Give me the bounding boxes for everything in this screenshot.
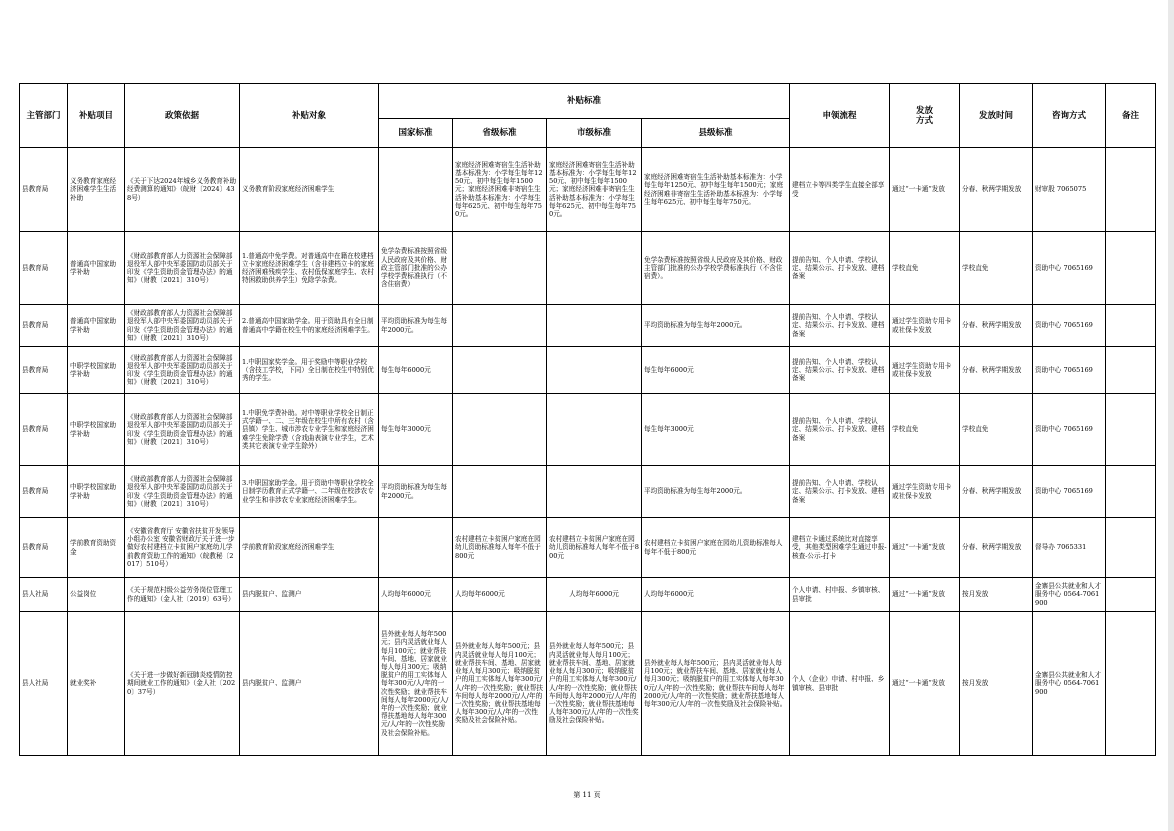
table-row: [20, 578, 1156, 612]
cell-provincial: [453, 466, 547, 518]
cell-county: 平均资助标准为每生每年2000元。: [642, 466, 790, 518]
cell-provincial: [453, 232, 547, 305]
cell-basis: 《财政部教育部人力资源社会保障部退役军人部中央军委国防动员部关于印发《学生资助资金管理办法》的通知》（财教〔2021〕310号）: [125, 232, 240, 305]
header-contact: 咨询方式: [1033, 84, 1106, 148]
cell-time: 分春、秋两学期发放: [960, 518, 1033, 578]
cell-time: 按月发放: [960, 612, 1033, 756]
header-target: 补贴对象: [240, 84, 379, 148]
cell-method: 学校直免: [890, 232, 960, 305]
header-method: 发放 方式: [890, 84, 960, 148]
cell-process: 提前告知、个人申请、学校认定、结果公示、打卡发放、建档备案: [790, 466, 890, 518]
header-remark: 备注: [1106, 84, 1156, 148]
cell-municipal: 人均每年6000元: [547, 578, 642, 612]
cell-time: 学校直免: [960, 232, 1033, 305]
cell-remark: [1106, 148, 1156, 232]
cell-project: 中职学校国家助学补助: [68, 347, 125, 394]
cell-method: 通过学生资助专用卡或社保卡发放: [890, 466, 960, 518]
cell-remark: [1106, 232, 1156, 305]
cell-target: 1.中职免学费补助。对中等职业学校全日制正式学籍一、二、三年级在校生中所有农村（含县镇）学生、城市涉农专业学生和家庭经济困难学生免除学费（含戏曲表演专业学生，艺术类其它表演专业学生除外）: [240, 394, 379, 466]
cell-national: 每生每年3000元: [379, 394, 453, 466]
cell-method: 通过“一卡通”发放: [890, 148, 960, 232]
cell-target: 1.普通高中免学费。对普通高中在籍在校建档立卡家庭经济困难学生（含非建档立卡的家庭经济困难残疾学生、农村低保家庭学生、农村特困救助供养学生）免除学杂费。: [240, 232, 379, 305]
cell-target: 县内脱贫户、监测户: [240, 612, 379, 756]
cell-dept: 县教育局: [20, 232, 68, 305]
cell-county: 免学杂费标准按照省级人民政府及其价格、财政主管部门批准的公办学校学费标准执行（不含住宿费）。: [642, 232, 790, 305]
cell-dept: 县教育局: [20, 466, 68, 518]
cell-provincial: [453, 347, 547, 394]
cell-remark: [1106, 305, 1156, 347]
cell-time: 分春、秋两学期发放: [960, 466, 1033, 518]
table-row: [20, 612, 1156, 756]
cell-contact: 资助中心 7065169: [1033, 466, 1106, 518]
cell-remark: [1106, 394, 1156, 466]
table-row: [20, 394, 1156, 466]
header-time: 发放时间: [960, 84, 1033, 148]
cell-municipal: 县外就业每人每年500元；县内灵活就业每人每月100元；就业帮扶车间、基地、居家就业每人每月300元；吸纳脱贫户的用工实体每人每年300元/人/年的一次性奖励；就业帮扶车间每人每年2000元/人/年的一次性奖励；就业帮扶基地每人每年300元/人/年的一次性奖励及社会保险补贴。: [547, 612, 642, 756]
cell-method: 通过学生资助专用卡或社保卡发放: [890, 305, 960, 347]
cell-municipal: [547, 305, 642, 347]
cell-project: 中职学校国家助学补助: [68, 466, 125, 518]
header-dept: 主管部门: [20, 84, 68, 148]
cell-time: 分春、秋两学期发放: [960, 148, 1033, 232]
cell-target: 县内脱贫户、监测户: [240, 578, 379, 612]
page-number: 第 11 页: [573, 791, 601, 799]
cell-time: 分春、秋两学期发放: [960, 347, 1033, 394]
cell-remark: [1106, 612, 1156, 756]
cell-county: 家庭经济困难寄宿生生活补助基本标准为：小学每生每年1250元、初中每生每年1500元；家庭经济困难非寄宿生生活补助基本标准为：小学每生每年625元、初中每生每年750元。: [642, 148, 790, 232]
header-basis: 政策依据: [125, 84, 240, 148]
cell-time: 学校直免: [960, 394, 1033, 466]
cell-county: 每生每年6000元: [642, 347, 790, 394]
cell-contact: 资助中心 7065169: [1033, 394, 1106, 466]
cell-process: 提前告知、个人申请、学校认定、结果公示、打卡发放、建档备案: [790, 232, 890, 305]
cell-provincial: [453, 394, 547, 466]
cell-process: 提前告知、个人申请、学校认定、结果公示、打卡发放、建档备案: [790, 305, 890, 347]
cell-provincial: 县外就业每人每年500元；县内灵活就业每人每月100元；就业帮扶车间、基地、居家就业每人每月300元；吸纳脱贫户的用工实体每人每年300元/人/年的一次性奖励；就业帮扶车间每人每年2000元/人/年的一次性奖励；就业帮扶基地每人每年300元/人/年的一次性奖励及社会保险补贴。: [453, 612, 547, 756]
header-standard: 补贴标准: [379, 84, 790, 119]
table-row: [20, 347, 1156, 394]
cell-county: 每生每年3000元: [642, 394, 790, 466]
cell-project: 学前教育资助资金: [68, 518, 125, 578]
cell-method: 通过学生资助专用卡或社保卡发放: [890, 347, 960, 394]
cell-contact: 金寨县公共就业和人才服务中心 0564-7061900: [1033, 578, 1106, 612]
cell-national: 免学杂费标准按照省级人民政府及其价格、财政主管部门批准的公办学校学费标准执行（不含住宿费）: [379, 232, 453, 305]
cell-remark: [1106, 466, 1156, 518]
cell-county: 农村建档立卡贫困户家庭在园幼儿资助标准每人每年不低于800元: [642, 518, 790, 578]
header-national: 国家标准: [379, 119, 453, 148]
cell-project: 普通高中国家助学补助: [68, 232, 125, 305]
table-row: [20, 148, 1156, 232]
cell-project: 就业奖补: [68, 612, 125, 756]
cell-county: 平均资助标准为每生每年2000元。: [642, 305, 790, 347]
cell-target: 2.普通高中国家助学金。用于资助具有全日制普通高中学籍在校生中的家庭经济困难学生。: [240, 305, 379, 347]
cell-national: [379, 518, 453, 578]
cell-time: 分春、秋两学期发放: [960, 305, 1033, 347]
cell-county: 县外就业每人每年500元；县内灵活就业每人每月100元；就业帮扶车间、基地、居家就业每人每月300元；吸纳脱贫户的用工实体每人每年300元/人/年的一次性奖励；就业帮扶车间每人每年2000元/人/年的一次性奖励；就业帮扶基地每人每年300元/人/年的一次性奖励及社会保险补贴。: [642, 612, 790, 756]
cell-target: 义务教育阶段家庭经济困难学生: [240, 148, 379, 232]
cell-method: 学校直免: [890, 394, 960, 466]
cell-process: 建档立卡通过系统比对直接享受，其他类型困难学生通过申报-核查-公示-打卡: [790, 518, 890, 578]
cell-contact: 督导办 7065331: [1033, 518, 1106, 578]
cell-process: 提前告知、个人申请、学校认定、结果公示、打卡发放、建档备案: [790, 394, 890, 466]
cell-national: 县外就业每人每年500元；县内灵活就业每人每月100元；就业帮扶车间、基地、居家就业每人每月300元；吸纳脱贫户的用工实体每人每年300元/人/年的一次性奖励；就业帮扶车间每人每年2000元/人/年的一次性奖励；就业帮扶基地每人每年300元/人/年的一次性奖励及社会保险补贴。: [379, 612, 453, 756]
cell-municipal: [547, 466, 642, 518]
cell-basis: 《关于规范村级公益劳务岗位管理工作的通知》（金人社〔2019〕63号）: [125, 578, 240, 612]
cell-process: 个人（企业）申请、村申报、乡镇审核、县审批: [790, 612, 890, 756]
cell-dept: 县教育局: [20, 394, 68, 466]
cell-project: 义务教育家庭经济困难学生生活补助: [68, 148, 125, 232]
table-row: [20, 305, 1156, 347]
table-row: [20, 466, 1156, 518]
header-provincial: 省级标准: [453, 119, 547, 148]
cell-basis: 《财政部教育部人力资源社会保障部退役军人部中央军委国防动员部关于印发《学生资助资金管理办法》的通知》（财教〔2021〕310号）: [125, 466, 240, 518]
header-county: 县级标准: [642, 119, 790, 148]
header-municipal: 市级标准: [547, 119, 642, 148]
cell-process: 提前告知、个人申请、学校认定、结果公示、打卡发放、建档备案: [790, 347, 890, 394]
cell-national: 平均资助标准为每生每年2000元。: [379, 305, 453, 347]
cell-target: 3.中职国家助学金。用于资助中等职业学校全日制学历教育正式学籍一、二年级在校涉农专业学生和非涉农专业家庭经济困难学生。: [240, 466, 379, 518]
cell-municipal: [547, 347, 642, 394]
cell-method: 通过“一卡通”发放: [890, 578, 960, 612]
cell-dept: 县人社局: [20, 612, 68, 756]
cell-dept: 县教育局: [20, 518, 68, 578]
cell-project: 公益岗位: [68, 578, 125, 612]
cell-contact: 金寨县公共就业和人才服务中心 0564-7061900: [1033, 612, 1106, 756]
cell-basis: 《财政部教育部人力资源社会保障部退役军人部中央军委国防动员部关于印发《学生资助资金管理办法》的通知》（财教〔2021〕310号）: [125, 305, 240, 347]
cell-contact: 资助中心 7065169: [1033, 347, 1106, 394]
cell-county: 人均每年6000元: [642, 578, 790, 612]
cell-national: 每生每年6000元: [379, 347, 453, 394]
cell-national: 平均资助标准为每生每年2000元。: [379, 466, 453, 518]
cell-process: 建档立卡等四类学生直接全部享受: [790, 148, 890, 232]
cell-target: 1.中职国家奖学金。用于奖励中等职业学校（含技工学校，下同）全日制在校生中特别优秀的学生。: [240, 347, 379, 394]
cell-dept: 县教育局: [20, 305, 68, 347]
header-project: 补贴项目: [68, 84, 125, 148]
cell-target: 学前教育阶段家庭经济困难学生: [240, 518, 379, 578]
cell-contact: 财审股 7065075: [1033, 148, 1106, 232]
cell-provincial: 农村建档立卡贫困户家庭在园幼儿资助标准每人每年不低于800元: [453, 518, 547, 578]
cell-project: 中职学校国家助学补助: [68, 394, 125, 466]
cell-remark: [1106, 347, 1156, 394]
cell-remark: [1106, 578, 1156, 612]
cell-basis: 《安徽省教育厅 安徽省扶贫开发领导小组办公室 安徽省财政厅关于进一步做好农村建档立卡贫困户家庭幼儿学前教育资助工作的通知》（皖教秘〔2017〕510号）: [125, 518, 240, 578]
cell-basis: 《财政部教育部人力资源社会保障部退役军人部中央军委国防动员部关于印发《学生资助资金管理办法》的通知》（财教〔2021〕310号）: [125, 394, 240, 466]
cell-remark: [1106, 518, 1156, 578]
cell-municipal: 家庭经济困难寄宿生生活补助基本标准为：小学每生每年1250元、初中每生每年1500元；家庭经济困难非寄宿生生活补助基本标准为：小学每生每年625元、初中每生每年750元。: [547, 148, 642, 232]
cell-dept: 县教育局: [20, 148, 68, 232]
cell-dept: 县教育局: [20, 347, 68, 394]
cell-national: [379, 148, 453, 232]
cell-basis: 《关于下达2024年城乡义务教育补助经费测算的通知》（皖财〔2024〕438号）: [125, 148, 240, 232]
header-process: 申领流程: [790, 84, 890, 148]
subsidy-table: [19, 83, 1156, 756]
cell-project: 普通高中国家助学补助: [68, 305, 125, 347]
cell-contact: 资助中心 7065169: [1033, 305, 1106, 347]
cell-basis: 《关于进一步做好新冠肺炎疫情防控期间就业工作的通知》（金人社〔2020〕37号）: [125, 612, 240, 756]
table-row: [20, 232, 1156, 305]
table-row: [20, 518, 1156, 578]
cell-dept: 县人社局: [20, 578, 68, 612]
cell-municipal: 农村建档立卡贫困户家庭在园幼儿资助标准每人每年不低于800元: [547, 518, 642, 578]
cell-national: 人均每年6000元: [379, 578, 453, 612]
cell-method: 通过“一卡通”发放: [890, 612, 960, 756]
cell-provincial: 人均每年6000元: [453, 578, 547, 612]
cell-municipal: [547, 232, 642, 305]
cell-municipal: [547, 394, 642, 466]
cell-provincial: 家庭经济困难寄宿生生活补助基本标准为：小学每生每年1250元、初中每生每年1500元；家庭经济困难非寄宿生生活补助基本标准为：小学每生每年625元、初中每生每年750元。: [453, 148, 547, 232]
cell-process: 个人申请、村申报、乡镇审核、县审批: [790, 578, 890, 612]
scan-edge-shadow: [1168, 0, 1174, 831]
cell-time: 按月发放: [960, 578, 1033, 612]
cell-provincial: [453, 305, 547, 347]
cell-contact: 资助中心 7065169: [1033, 232, 1106, 305]
cell-basis: 《财政部教育部人力资源社会保障部退役军人部中央军委国防动员部关于印发《学生资助资金管理办法》的通知》（财教〔2021〕310号）: [125, 347, 240, 394]
cell-method: 通过“一卡通”发放: [890, 518, 960, 578]
